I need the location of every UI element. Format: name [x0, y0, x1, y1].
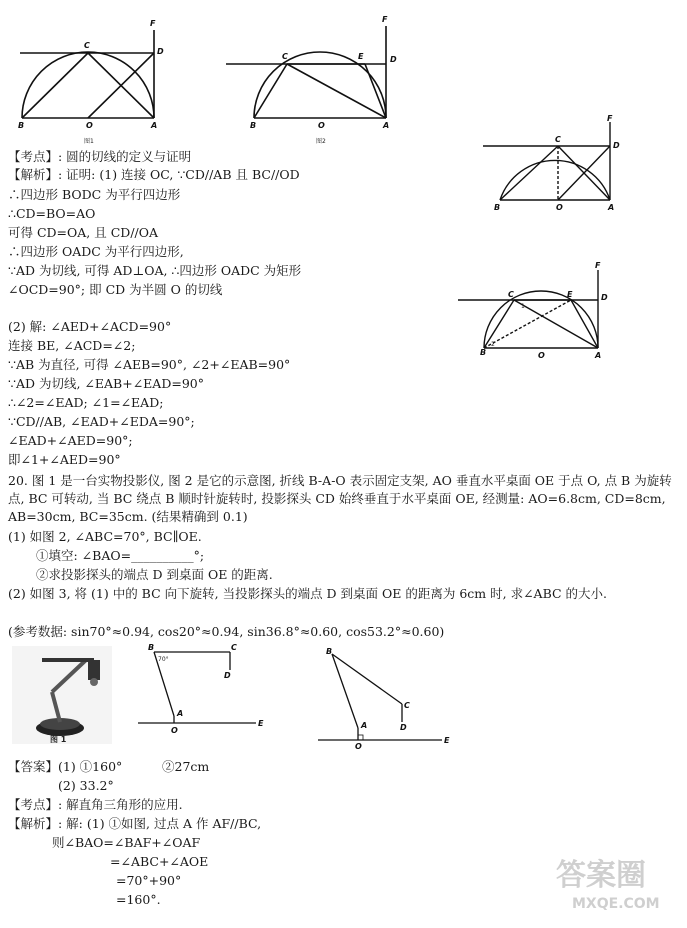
question-part-2: (2) 如图 3, 将 (1) 中的 BC 向下旋转, 当投影探头的端点 D 到桌面 OE 的距离为 6cm 时, 求∠ABC 的大小. — [8, 586, 608, 601]
q20-figure-3 — [316, 646, 456, 750]
figure-2 — [226, 26, 386, 118]
solution-line: 【考点】: 圆的切线的定义与证明 — [8, 149, 192, 164]
fig1-label-a: A — [151, 121, 158, 130]
question-stem: 20. 图 1 是一台实物投影仪, 图 2 是它的示意图, 折线 B-A-O 表示固定支架, AO 垂直水平桌面 OE 于点 O, 点 B 为旋转点, BC 可转动, 当 BC 绕点 B 顺时针旋转时, 投影探头 CD 始终垂直于水平桌面 OE, 经测量: AO=6.8cm, CD=8cm, AB=30cm, BC=35cm. (结果精确到 0.1) — [8, 473, 672, 524]
watermark-logo: 答案圈 — [556, 858, 646, 893]
solution-line: 连接 BE, ∠ACD=∠2; — [8, 338, 136, 353]
answer-line: =∠ABC+∠AOE — [110, 854, 209, 869]
q20-figure-2 — [134, 640, 266, 740]
question-part-1b: ②求投影探头的端点 D 到桌面 OE 的距离. — [36, 567, 273, 582]
solution-line: 可得 CD=OA, 且 CD//OA — [8, 225, 159, 240]
fig4-label-2: 2 — [491, 341, 495, 348]
fig2-label-c: C — [282, 52, 288, 61]
q20-fig3-label-c: C — [404, 701, 410, 710]
answer-line: 【解析】: 解: (1) ①如图, 过点 A 作 AF//BC, — [8, 816, 262, 831]
fig1-caption: 图1 — [84, 138, 94, 145]
fig1-label-b: B — [18, 121, 25, 130]
fig3-label-o: O — [556, 203, 563, 212]
fig3-label-b: B — [494, 203, 501, 212]
fig4-label-d: D — [601, 293, 608, 302]
solution-line: ∴CD=BO=AO — [8, 206, 96, 221]
fig4-label-o: O — [538, 351, 545, 360]
solution-line: (2) 解: ∠AED+∠ACD=90° — [8, 319, 172, 334]
q20-fig2-label-o: O — [171, 726, 178, 735]
fig2-label-f: F — [382, 15, 388, 24]
fig1-label-f: F — [150, 19, 156, 28]
q20-fig3-label-o: O — [355, 742, 362, 751]
solution-line: ∵CD//AB, ∠EAD+∠EDA=90°; — [8, 414, 195, 429]
fig4-label-b: B — [480, 348, 487, 357]
answer-line: =70°+90° — [116, 873, 182, 888]
fig4-label-e: E — [567, 290, 573, 299]
q20-fig2-angle: 70° — [158, 656, 169, 663]
fig4-label-a: A — [595, 351, 602, 360]
fig3-label-f: F — [607, 114, 613, 123]
q20-fig2-label-e: E — [258, 719, 264, 728]
watermark-url: MXQE.COM — [572, 896, 660, 912]
answer-line: 【答案】(1) ①160° ②27cm — [8, 759, 210, 774]
fig2-label-b: B — [250, 121, 257, 130]
fig2-caption: 图2 — [316, 138, 326, 145]
solution-line: 【解析】: 证明: (1) 连接 OC, ∵CD//AB 且 BC//OD — [8, 167, 300, 182]
solution-line: ∵AD 为切线, 可得 AD⊥OA, ∴四边形 OADC 为矩形 — [8, 263, 302, 278]
solution-line: ∴∠2=∠EAD; ∠1=∠EAD; — [8, 395, 164, 410]
solution-line: ∠OCD=90°; 即 CD 为半圆 O 的切线 — [8, 282, 223, 297]
fig2-label-e: E — [358, 52, 364, 61]
fig4-label-f: F — [595, 261, 601, 270]
answer-line: 【考点】: 解直角三角形的应用. — [8, 797, 183, 812]
reference-data: (参考数据: sin70°≈0.94, cos20°≈0.94, sin36.8°≈0.60, cos53.2°≈0.60) — [8, 624, 445, 639]
fig1-label-c: C — [84, 41, 90, 50]
q20-fig3-label-b: B — [326, 647, 333, 656]
question-part-1: (1) 如图 2, ∠ABC=70°, BC∥OE. — [8, 529, 202, 544]
fig4-label-c: C — [508, 290, 514, 299]
fig1-label-o: O — [86, 121, 93, 130]
answer-line: (2) 33.2° — [58, 778, 114, 793]
answer-line: =160°. — [116, 892, 161, 907]
solution-line: ∵AB 为直径, 可得 ∠AEB=90°, ∠2+∠EAB=90° — [8, 357, 291, 372]
solution-line: ∠EAD+∠AED=90°; — [8, 433, 133, 448]
q20-fig3-label-d: D — [400, 723, 407, 732]
solution-line: ∵AD 为切线, ∠EAB+∠EAD=90° — [8, 376, 204, 391]
fig2-label-d: D — [390, 55, 397, 64]
figure-3 — [478, 112, 618, 220]
figure-4 — [458, 258, 618, 362]
fig4-label-1: 1 — [521, 303, 525, 310]
answer-line: 则∠BAO=∠BAF+∠OAF — [52, 835, 201, 850]
projector-photo — [12, 646, 112, 744]
fig2-label-a: A — [383, 121, 390, 130]
q20-fig2-label-a: A — [177, 709, 184, 718]
fig3-label-a: A — [608, 203, 615, 212]
solution-line: ∴四边形 BODC 为平行四边形 — [8, 187, 181, 202]
solution-line: 即∠1+∠AED=90° — [8, 452, 121, 467]
fig3-label-c: C — [555, 135, 561, 144]
fig2-label-o: O — [318, 121, 325, 130]
q20-fig2-label-b: B — [148, 643, 155, 652]
fig1-label-d: D — [157, 47, 164, 56]
q20-fig1-caption: 图 1 — [50, 735, 67, 744]
q20-fig3-label-a: A — [361, 721, 368, 730]
semicircle-1 — [22, 52, 154, 118]
q20-fig3-label-e: E — [444, 736, 450, 745]
q20-fig2-label-c: C — [231, 643, 237, 652]
solution-line: ∴四边形 OADC 为平行四边形, — [8, 244, 184, 259]
fig3-label-d: D — [613, 141, 620, 150]
question-part-1a: ①填空: ∠BAO=__________°; — [36, 548, 205, 563]
q20-fig2-label-d: D — [224, 671, 231, 680]
